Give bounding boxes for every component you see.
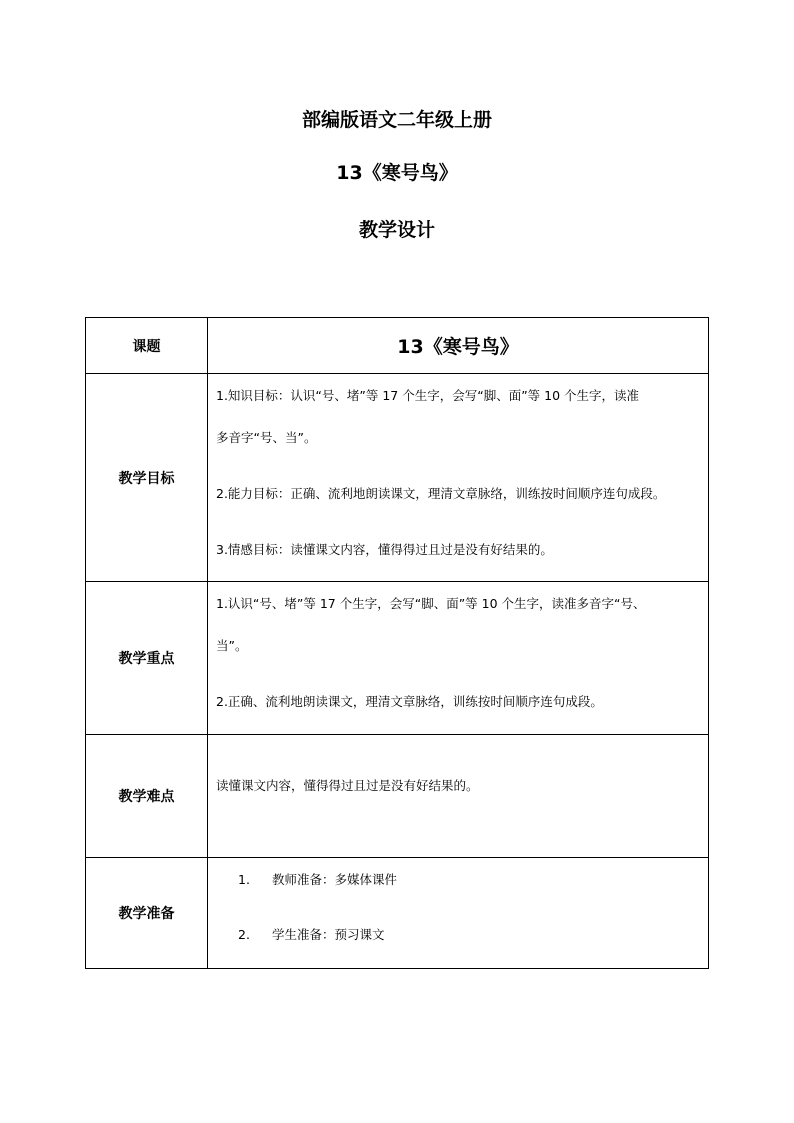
document-title: 部编版语文二年级上册 — [301, 109, 492, 131]
list-item-text: 教师准备：多媒体课件 — [272, 872, 398, 887]
key-point-2: 2.正确、流利地朗读课文，理清文章脉络，训练按时间顺序连句成段。 — [216, 694, 603, 709]
list-item — [216, 869, 702, 891]
lesson-title: 13《寒号鸟》 — [336, 162, 458, 184]
key-point-1-line2: 当”。 — [216, 638, 248, 653]
keys-content — [208, 582, 709, 735]
goals-content — [208, 374, 709, 582]
label-goals: 教学目标 — [86, 374, 208, 582]
list-item-text: 学生准备：预习课文 — [272, 927, 385, 942]
document-subtitle: 教学设计 — [358, 219, 435, 241]
difficulties-content — [208, 735, 709, 858]
label-difficulties: 教学难点 — [86, 735, 208, 858]
table-row-topic — [86, 318, 709, 374]
goal-emotion: 3.情感目标：读懂课文内容，懂得得过且过是没有好结果的。 — [216, 542, 553, 557]
list-item — [216, 924, 702, 946]
label-preparation: 教学准备 — [86, 858, 208, 969]
list-item-number: 2. — [238, 927, 250, 942]
goal-knowledge-line1: 1.知识目标：认识“号、堵”等 17 个生字，会写“脚、面”等 10 个生字，读准 — [216, 388, 640, 403]
key-point-1-line1: 1.认识“号、堵”等 17 个生字，会写“脚、面”等 10 个生字，读准多音字“号、 — [216, 596, 646, 611]
list-item-number: 1. — [238, 872, 250, 887]
goal-ability: 2.能力目标：正确、流利地朗读课文，理清文章脉络，训练按时间顺序连句成段。 — [216, 486, 666, 501]
goal-knowledge-line2: 多音字“号、当”。 — [216, 430, 317, 445]
preparation-content — [208, 858, 709, 969]
table-row-keys — [86, 582, 709, 735]
table-row-difficulties — [86, 735, 709, 858]
label-topic: 课题 — [86, 318, 208, 374]
table-row-goals — [86, 374, 709, 582]
label-keys: 教学重点 — [86, 582, 208, 735]
table-row-preparation — [86, 858, 709, 969]
difficulty-text: 读懂课文内容，懂得得过且过是没有好结果的。 — [216, 778, 479, 793]
topic-value: 13《寒号鸟》 — [208, 318, 709, 374]
lesson-plan-table — [85, 317, 709, 969]
